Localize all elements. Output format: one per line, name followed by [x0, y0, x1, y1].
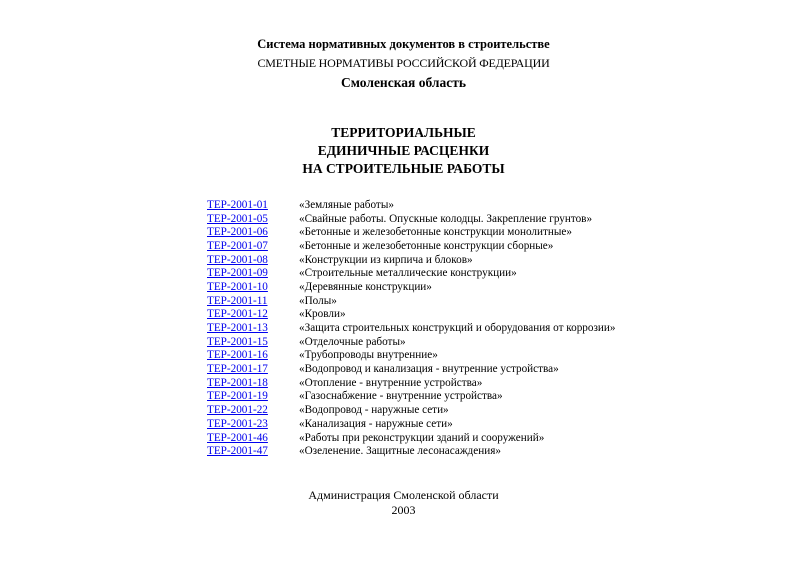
document-name: «Озеленение. Защитные лесонасаждения» [299, 445, 501, 458]
document-row [207, 212, 707, 226]
document-link[interactable]: ТЕР-2001-07 [207, 239, 268, 252]
document-row [207, 349, 707, 363]
document-name: «Водопровод и канализация - внутренние устройства» [299, 363, 559, 376]
document-name: «Кровли» [299, 308, 346, 321]
document-link[interactable]: ТЕР-2001-17 [207, 363, 268, 376]
document-row [207, 294, 707, 308]
document-name: «Отопление - внутренние устройства» [299, 376, 483, 389]
document-link[interactable]: ТЕР-2001-22 [207, 404, 268, 417]
document-name: «Земляные работы» [299, 198, 394, 211]
document-name: «Строительные металлические конструкции» [299, 267, 517, 280]
document-row [207, 403, 707, 417]
document-row [207, 444, 707, 458]
document-name: «Конструкции из кирпича и блоков» [299, 253, 473, 266]
document-link[interactable]: ТЕР-2001-46 [207, 431, 268, 444]
document-row [207, 376, 707, 390]
region-title: Смоленская область [341, 75, 466, 90]
document-link[interactable]: ТЕР-2001-47 [207, 445, 268, 458]
document-row [207, 431, 707, 445]
document-name: «Отделочные работы» [299, 335, 406, 348]
document-name: «Деревянные конструкции» [299, 280, 432, 293]
document-name: «Канализация - наружные сети» [299, 417, 453, 430]
document-link[interactable]: ТЕР-2001-11 [207, 294, 268, 307]
document-link[interactable]: ТЕР-2001-10 [207, 280, 268, 293]
document-row [207, 266, 707, 280]
document-link[interactable]: ТЕР-2001-05 [207, 212, 268, 225]
document-link[interactable]: ТЕР-2001-13 [207, 322, 268, 335]
document-row [207, 362, 707, 376]
document-name: «Полы» [299, 294, 337, 307]
document-name: «Трубопроводы внутренние» [299, 349, 438, 362]
document-link[interactable]: ТЕР-2001-19 [207, 390, 268, 403]
document-row [207, 253, 707, 267]
document-list [207, 198, 707, 458]
system-title: Система нормативных документов в строительстве [257, 37, 550, 51]
document-link[interactable]: ТЕР-2001-06 [207, 226, 268, 239]
main-title-line-2: ЕДИНИЧНЫЕ РАСЦЕНКИ [317, 143, 490, 158]
document-name: «Водопровод - наружные сети» [299, 404, 449, 417]
document-name: «Работы при реконструкции зданий и сооружений» [299, 431, 545, 444]
norms-title: СМЕТНЫЕ НОРМАТИВЫ РОССИЙСКОЙ ФЕДЕРАЦИИ [257, 56, 550, 70]
document-row [207, 321, 707, 335]
document-name: «Бетонные и железобетонные конструкции сборные» [299, 239, 554, 252]
document-name: «Защита строительных конструкций и оборудования от коррозии» [299, 322, 616, 335]
document-row [207, 225, 707, 239]
document-link[interactable]: ТЕР-2001-15 [207, 335, 268, 348]
document-row [207, 239, 707, 253]
document-name: «Бетонные и железобетонные конструкции монолитные» [299, 226, 572, 239]
footer-organization: Администрация Смоленской области [308, 488, 499, 502]
document-row [207, 417, 707, 431]
document-link[interactable]: ТЕР-2001-12 [207, 308, 268, 321]
document-row [207, 198, 707, 212]
document-link[interactable]: ТЕР-2001-16 [207, 349, 268, 362]
document-row [207, 280, 707, 294]
document-link[interactable]: ТЕР-2001-09 [207, 267, 268, 280]
document-link[interactable]: ТЕР-2001-08 [207, 253, 268, 266]
document-name: «Свайные работы. Опускные колодцы. Закрепление грунтов» [299, 212, 593, 225]
document-link[interactable]: ТЕР-2001-18 [207, 376, 268, 389]
document-link[interactable]: ТЕР-2001-01 [207, 198, 268, 211]
document-link[interactable]: ТЕР-2001-23 [207, 417, 268, 430]
footer-year: 2003 [391, 503, 416, 517]
main-title [0, 124, 807, 178]
document-row [207, 335, 707, 349]
main-title-line-3: НА СТРОИТЕЛЬНЫЕ РАБОТЫ [302, 161, 505, 176]
document-row [207, 308, 707, 322]
main-title-line-1: ТЕРРИТОРИАЛЬНЫЕ [331, 125, 476, 140]
document-row [207, 390, 707, 404]
document-name: «Газоснабжение - внутренние устройства» [299, 390, 503, 403]
